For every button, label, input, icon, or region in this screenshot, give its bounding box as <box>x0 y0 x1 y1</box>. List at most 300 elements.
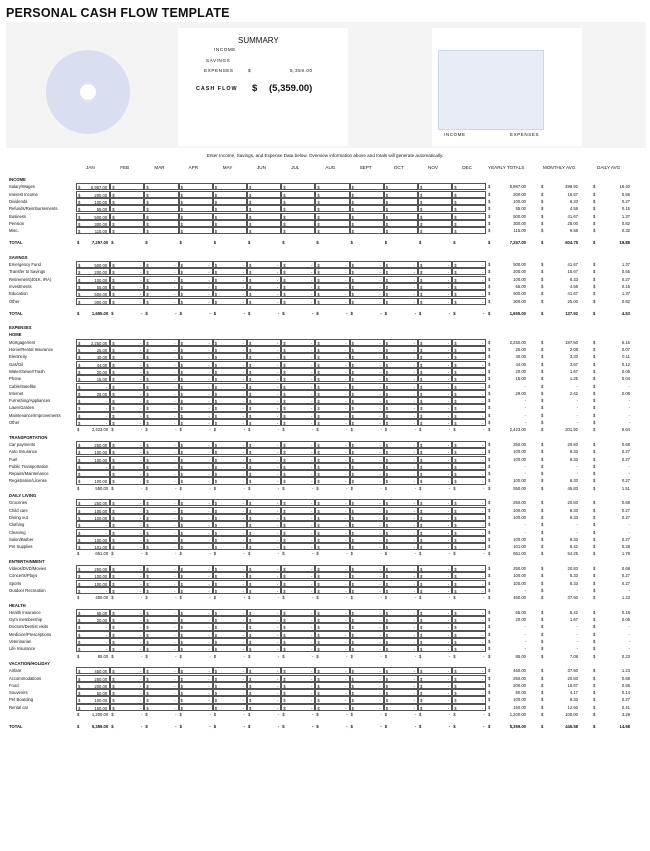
month-cell[interactable] <box>384 704 418 711</box>
month-cell[interactable] <box>144 638 178 645</box>
month-cell[interactable] <box>76 696 110 703</box>
month-cell[interactable] <box>418 298 452 305</box>
month-cell[interactable] <box>418 623 452 630</box>
month-cell[interactable] <box>452 375 486 382</box>
month-cell[interactable] <box>247 390 281 397</box>
month-cell[interactable] <box>76 276 110 283</box>
month-cell[interactable] <box>418 463 452 470</box>
month-cell[interactable] <box>281 191 315 198</box>
month-cell[interactable] <box>247 276 281 283</box>
month-cell[interactable] <box>144 339 178 346</box>
month-cell[interactable] <box>315 375 349 382</box>
month-cell[interactable] <box>213 276 247 283</box>
month-cell[interactable] <box>110 198 144 205</box>
month-cell[interactable] <box>213 213 247 220</box>
month-cell[interactable] <box>213 477 247 484</box>
month-cell[interactable] <box>213 499 247 506</box>
month-cell[interactable] <box>315 205 349 212</box>
month-cell[interactable] <box>144 529 178 536</box>
month-cell[interactable] <box>384 580 418 587</box>
month-cell[interactable] <box>281 346 315 353</box>
month-cell[interactable] <box>76 499 110 506</box>
month-cell[interactable] <box>350 205 384 212</box>
month-cell[interactable] <box>315 477 349 484</box>
month-cell[interactable] <box>384 412 418 419</box>
month-cell[interactable] <box>384 220 418 227</box>
month-cell[interactable] <box>384 361 418 368</box>
month-cell[interactable] <box>144 346 178 353</box>
month-cell[interactable] <box>315 507 349 514</box>
month-cell[interactable] <box>350 543 384 550</box>
month-cell[interactable] <box>418 667 452 674</box>
month-cell[interactable] <box>179 631 213 638</box>
month-cell[interactable] <box>281 448 315 455</box>
month-cell[interactable] <box>110 609 144 616</box>
month-cell[interactable] <box>76 191 110 198</box>
month-cell[interactable] <box>281 638 315 645</box>
month-cell[interactable] <box>384 353 418 360</box>
month-cell[interactable] <box>213 543 247 550</box>
month-cell[interactable] <box>315 638 349 645</box>
month-cell[interactable] <box>350 227 384 234</box>
month-cell[interactable] <box>350 645 384 652</box>
month-cell[interactable] <box>350 198 384 205</box>
month-cell[interactable] <box>350 521 384 528</box>
month-cell[interactable] <box>384 616 418 623</box>
month-cell[interactable] <box>315 368 349 375</box>
month-cell[interactable] <box>110 521 144 528</box>
month-cell[interactable] <box>213 667 247 674</box>
month-cell[interactable] <box>76 339 110 346</box>
month-cell[interactable] <box>384 456 418 463</box>
month-cell[interactable] <box>213 609 247 616</box>
month-cell[interactable] <box>144 536 178 543</box>
month-cell[interactable] <box>179 441 213 448</box>
month-cell[interactable] <box>315 536 349 543</box>
month-cell[interactable] <box>384 529 418 536</box>
month-cell[interactable] <box>384 463 418 470</box>
month-cell[interactable] <box>315 580 349 587</box>
month-cell[interactable] <box>179 529 213 536</box>
month-cell[interactable] <box>76 183 110 190</box>
month-cell[interactable] <box>76 448 110 455</box>
month-cell[interactable] <box>179 198 213 205</box>
month-cell[interactable] <box>179 696 213 703</box>
month-cell[interactable] <box>213 441 247 448</box>
month-cell[interactable] <box>76 213 110 220</box>
month-cell[interactable] <box>213 361 247 368</box>
month-cell[interactable] <box>213 198 247 205</box>
month-cell[interactable] <box>418 383 452 390</box>
month-cell[interactable] <box>76 565 110 572</box>
month-cell[interactable] <box>213 290 247 297</box>
month-cell[interactable] <box>247 543 281 550</box>
month-cell[interactable] <box>247 521 281 528</box>
month-cell[interactable] <box>315 456 349 463</box>
month-cell[interactable] <box>281 220 315 227</box>
month-cell[interactable] <box>179 456 213 463</box>
month-cell[interactable] <box>350 276 384 283</box>
month-cell[interactable] <box>315 682 349 689</box>
month-cell[interactable] <box>418 616 452 623</box>
month-cell[interactable] <box>247 353 281 360</box>
month-cell[interactable] <box>179 507 213 514</box>
month-cell[interactable] <box>350 638 384 645</box>
month-cell[interactable] <box>213 470 247 477</box>
month-cell[interactable] <box>315 543 349 550</box>
month-cell[interactable] <box>350 580 384 587</box>
month-cell[interactable] <box>350 667 384 674</box>
month-cell[interactable] <box>76 470 110 477</box>
month-cell[interactable] <box>418 456 452 463</box>
month-cell[interactable] <box>418 205 452 212</box>
month-cell[interactable] <box>179 667 213 674</box>
month-cell[interactable] <box>418 565 452 572</box>
month-cell[interactable] <box>247 631 281 638</box>
month-cell[interactable] <box>350 339 384 346</box>
month-cell[interactable] <box>144 616 178 623</box>
month-cell[interactable] <box>384 667 418 674</box>
month-cell[interactable] <box>418 704 452 711</box>
month-cell[interactable] <box>76 689 110 696</box>
month-cell[interactable] <box>144 375 178 382</box>
month-cell[interactable] <box>179 536 213 543</box>
month-cell[interactable] <box>76 521 110 528</box>
month-cell[interactable] <box>418 696 452 703</box>
month-cell[interactable] <box>213 227 247 234</box>
month-cell[interactable] <box>76 283 110 290</box>
month-cell[interactable] <box>418 441 452 448</box>
month-cell[interactable] <box>315 346 349 353</box>
month-cell[interactable] <box>281 477 315 484</box>
month-cell[interactable] <box>452 227 486 234</box>
month-cell[interactable] <box>144 183 178 190</box>
month-cell[interactable] <box>350 346 384 353</box>
month-cell[interactable] <box>144 507 178 514</box>
month-cell[interactable] <box>452 441 486 448</box>
month-cell[interactable] <box>315 441 349 448</box>
month-cell[interactable] <box>350 616 384 623</box>
month-cell[interactable] <box>315 448 349 455</box>
month-cell[interactable] <box>213 565 247 572</box>
month-cell[interactable] <box>350 565 384 572</box>
month-cell[interactable] <box>144 220 178 227</box>
month-cell[interactable] <box>281 572 315 579</box>
month-cell[interactable] <box>452 456 486 463</box>
month-cell[interactable] <box>110 507 144 514</box>
month-cell[interactable] <box>452 283 486 290</box>
month-cell[interactable] <box>452 220 486 227</box>
month-cell[interactable] <box>418 261 452 268</box>
month-cell[interactable] <box>247 375 281 382</box>
month-cell[interactable] <box>247 463 281 470</box>
month-cell[interactable] <box>110 616 144 623</box>
month-cell[interactable] <box>213 268 247 275</box>
month-cell[interactable] <box>213 220 247 227</box>
month-cell[interactable] <box>110 205 144 212</box>
month-cell[interactable] <box>110 346 144 353</box>
month-cell[interactable] <box>110 283 144 290</box>
month-cell[interactable] <box>110 183 144 190</box>
month-cell[interactable] <box>110 448 144 455</box>
month-cell[interactable] <box>179 521 213 528</box>
month-cell[interactable] <box>315 667 349 674</box>
month-cell[interactable] <box>350 696 384 703</box>
month-cell[interactable] <box>350 183 384 190</box>
month-cell[interactable] <box>350 499 384 506</box>
month-cell[interactable] <box>247 477 281 484</box>
month-cell[interactable] <box>281 470 315 477</box>
month-cell[interactable] <box>144 261 178 268</box>
month-cell[interactable] <box>350 268 384 275</box>
month-cell[interactable] <box>247 448 281 455</box>
month-cell[interactable] <box>281 682 315 689</box>
month-cell[interactable] <box>281 499 315 506</box>
month-cell[interactable] <box>384 470 418 477</box>
month-cell[interactable] <box>110 213 144 220</box>
month-cell[interactable] <box>110 587 144 594</box>
month-cell[interactable] <box>144 572 178 579</box>
month-cell[interactable] <box>281 631 315 638</box>
month-cell[interactable] <box>247 205 281 212</box>
month-cell[interactable] <box>350 353 384 360</box>
month-cell[interactable] <box>110 477 144 484</box>
month-cell[interactable] <box>418 609 452 616</box>
month-cell[interactable] <box>384 261 418 268</box>
month-cell[interactable] <box>179 543 213 550</box>
month-cell[interactable] <box>281 353 315 360</box>
month-cell[interactable] <box>315 397 349 404</box>
month-cell[interactable] <box>350 470 384 477</box>
month-cell[interactable] <box>213 572 247 579</box>
month-cell[interactable] <box>315 521 349 528</box>
month-cell[interactable] <box>350 361 384 368</box>
month-cell[interactable] <box>350 704 384 711</box>
month-cell[interactable] <box>452 623 486 630</box>
month-cell[interactable] <box>281 587 315 594</box>
month-cell[interactable] <box>350 463 384 470</box>
month-cell[interactable] <box>418 521 452 528</box>
month-cell[interactable] <box>315 183 349 190</box>
month-cell[interactable] <box>144 565 178 572</box>
month-cell[interactable] <box>418 397 452 404</box>
month-cell[interactable] <box>76 368 110 375</box>
month-cell[interactable] <box>418 587 452 594</box>
month-cell[interactable] <box>144 290 178 297</box>
month-cell[interactable] <box>247 368 281 375</box>
month-cell[interactable] <box>144 609 178 616</box>
month-cell[interactable] <box>452 521 486 528</box>
month-cell[interactable] <box>247 565 281 572</box>
month-cell[interactable] <box>384 572 418 579</box>
month-cell[interactable] <box>315 514 349 521</box>
month-cell[interactable] <box>418 283 452 290</box>
month-cell[interactable] <box>179 390 213 397</box>
month-cell[interactable] <box>247 213 281 220</box>
month-cell[interactable] <box>110 499 144 506</box>
month-cell[interactable] <box>350 390 384 397</box>
month-cell[interactable] <box>247 499 281 506</box>
month-cell[interactable] <box>452 205 486 212</box>
month-cell[interactable] <box>281 689 315 696</box>
month-cell[interactable] <box>76 536 110 543</box>
month-cell[interactable] <box>179 183 213 190</box>
month-cell[interactable] <box>315 499 349 506</box>
month-cell[interactable] <box>452 276 486 283</box>
month-cell[interactable] <box>281 397 315 404</box>
month-cell[interactable] <box>247 667 281 674</box>
month-cell[interactable] <box>213 631 247 638</box>
month-cell[interactable] <box>350 404 384 411</box>
month-cell[interactable] <box>350 609 384 616</box>
month-cell[interactable] <box>247 441 281 448</box>
month-cell[interactable] <box>281 404 315 411</box>
month-cell[interactable] <box>213 298 247 305</box>
month-cell[interactable] <box>76 667 110 674</box>
month-cell[interactable] <box>281 463 315 470</box>
month-cell[interactable] <box>315 565 349 572</box>
month-cell[interactable] <box>247 696 281 703</box>
month-cell[interactable] <box>384 191 418 198</box>
month-cell[interactable] <box>76 477 110 484</box>
month-cell[interactable] <box>281 623 315 630</box>
month-cell[interactable] <box>452 346 486 353</box>
month-cell[interactable] <box>418 638 452 645</box>
month-cell[interactable] <box>179 704 213 711</box>
month-cell[interactable] <box>315 298 349 305</box>
month-cell[interactable] <box>418 390 452 397</box>
month-cell[interactable] <box>213 191 247 198</box>
month-cell[interactable] <box>452 682 486 689</box>
month-cell[interactable] <box>144 276 178 283</box>
month-cell[interactable] <box>418 412 452 419</box>
month-cell[interactable] <box>110 227 144 234</box>
month-cell[interactable] <box>281 543 315 550</box>
month-cell[interactable] <box>144 412 178 419</box>
month-cell[interactable] <box>281 456 315 463</box>
month-cell[interactable] <box>76 412 110 419</box>
month-cell[interactable] <box>452 198 486 205</box>
month-cell[interactable] <box>418 361 452 368</box>
month-cell[interactable] <box>418 220 452 227</box>
month-cell[interactable] <box>384 696 418 703</box>
month-cell[interactable] <box>110 463 144 470</box>
month-cell[interactable] <box>350 213 384 220</box>
month-cell[interactable] <box>452 383 486 390</box>
month-cell[interactable] <box>110 470 144 477</box>
month-cell[interactable] <box>179 361 213 368</box>
month-cell[interactable] <box>144 419 178 426</box>
month-cell[interactable] <box>76 261 110 268</box>
month-cell[interactable] <box>144 283 178 290</box>
month-cell[interactable] <box>315 572 349 579</box>
month-cell[interactable] <box>110 290 144 297</box>
month-cell[interactable] <box>418 529 452 536</box>
month-cell[interactable] <box>315 645 349 652</box>
month-cell[interactable] <box>76 543 110 550</box>
month-cell[interactable] <box>384 507 418 514</box>
month-cell[interactable] <box>76 645 110 652</box>
month-cell[interactable] <box>144 404 178 411</box>
month-cell[interactable] <box>384 536 418 543</box>
month-cell[interactable] <box>281 419 315 426</box>
month-cell[interactable] <box>281 290 315 297</box>
month-cell[interactable] <box>76 580 110 587</box>
month-cell[interactable] <box>281 441 315 448</box>
month-cell[interactable] <box>247 268 281 275</box>
month-cell[interactable] <box>418 470 452 477</box>
month-cell[interactable] <box>350 507 384 514</box>
month-cell[interactable] <box>452 616 486 623</box>
month-cell[interactable] <box>110 514 144 521</box>
month-cell[interactable] <box>281 368 315 375</box>
month-cell[interactable] <box>144 667 178 674</box>
month-cell[interactable] <box>315 268 349 275</box>
month-cell[interactable] <box>315 675 349 682</box>
month-cell[interactable] <box>418 268 452 275</box>
month-cell[interactable] <box>384 609 418 616</box>
month-cell[interactable] <box>350 572 384 579</box>
month-cell[interactable] <box>350 675 384 682</box>
month-cell[interactable] <box>281 507 315 514</box>
month-cell[interactable] <box>110 268 144 275</box>
month-cell[interactable] <box>179 412 213 419</box>
month-cell[interactable] <box>350 623 384 630</box>
month-cell[interactable] <box>76 704 110 711</box>
month-cell[interactable] <box>384 283 418 290</box>
month-cell[interactable] <box>179 290 213 297</box>
month-cell[interactable] <box>350 368 384 375</box>
month-cell[interactable] <box>76 227 110 234</box>
month-cell[interactable] <box>350 456 384 463</box>
month-cell[interactable] <box>213 638 247 645</box>
month-cell[interactable] <box>76 529 110 536</box>
month-cell[interactable] <box>315 609 349 616</box>
month-cell[interactable] <box>384 397 418 404</box>
month-cell[interactable] <box>76 397 110 404</box>
month-cell[interactable] <box>350 514 384 521</box>
month-cell[interactable] <box>247 220 281 227</box>
month-cell[interactable] <box>384 198 418 205</box>
month-cell[interactable] <box>384 514 418 521</box>
month-cell[interactable] <box>76 390 110 397</box>
month-cell[interactable] <box>418 477 452 484</box>
month-cell[interactable] <box>179 213 213 220</box>
month-cell[interactable] <box>144 587 178 594</box>
month-cell[interactable] <box>281 580 315 587</box>
month-cell[interactable] <box>76 609 110 616</box>
month-cell[interactable] <box>247 470 281 477</box>
month-cell[interactable] <box>76 375 110 382</box>
month-cell[interactable] <box>247 623 281 630</box>
month-cell[interactable] <box>384 623 418 630</box>
month-cell[interactable] <box>418 339 452 346</box>
month-cell[interactable] <box>144 298 178 305</box>
month-cell[interactable] <box>452 419 486 426</box>
month-cell[interactable] <box>384 183 418 190</box>
month-cell[interactable] <box>315 276 349 283</box>
month-cell[interactable] <box>144 227 178 234</box>
month-cell[interactable] <box>384 521 418 528</box>
month-cell[interactable] <box>281 183 315 190</box>
month-cell[interactable] <box>247 412 281 419</box>
month-cell[interactable] <box>76 682 110 689</box>
month-cell[interactable] <box>247 227 281 234</box>
month-cell[interactable] <box>384 213 418 220</box>
month-cell[interactable] <box>110 383 144 390</box>
month-cell[interactable] <box>452 353 486 360</box>
month-cell[interactable] <box>281 514 315 521</box>
